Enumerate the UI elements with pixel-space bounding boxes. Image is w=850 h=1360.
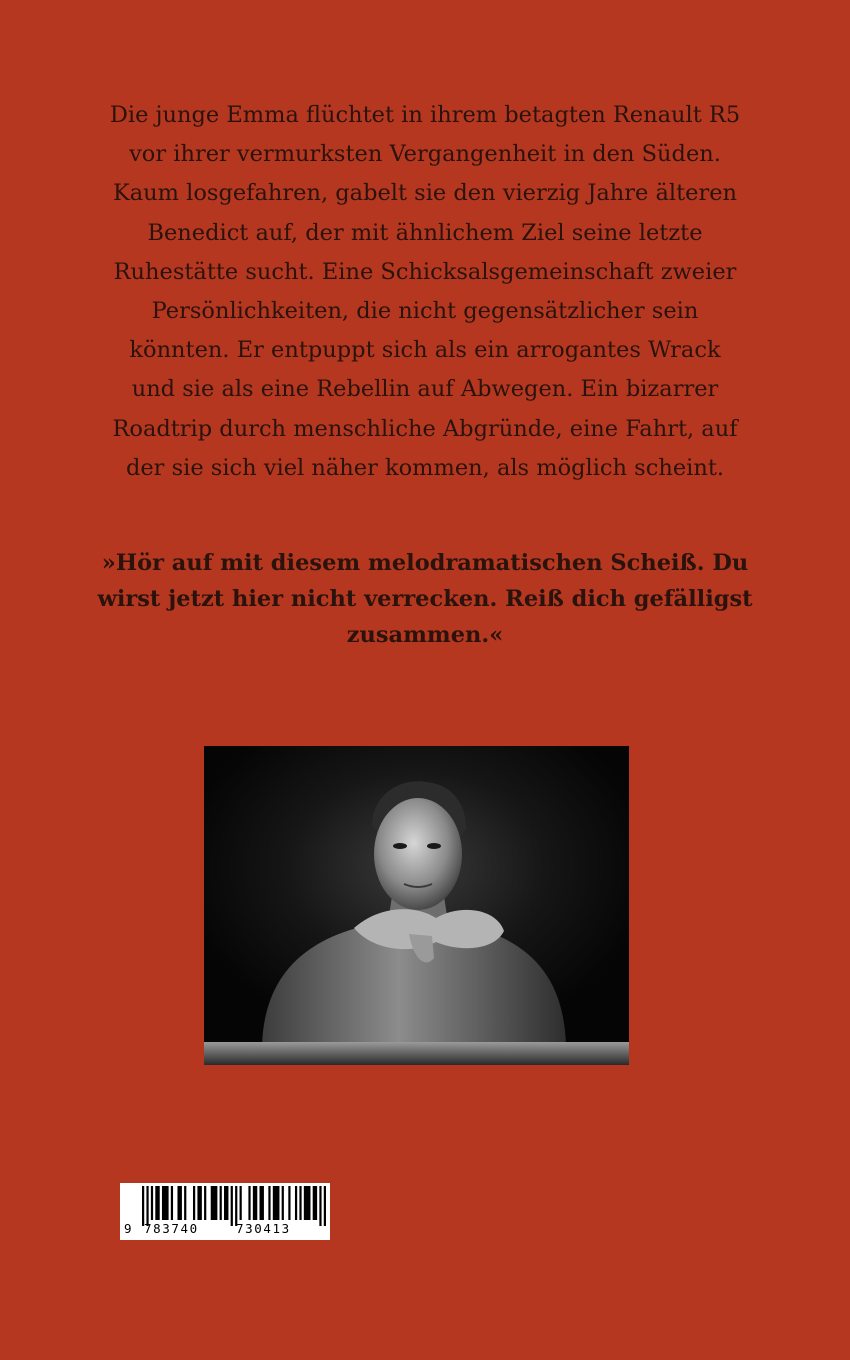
barcode-bar — [299, 1186, 301, 1220]
author-portrait-icon — [204, 746, 629, 1065]
barcode-bar — [151, 1186, 153, 1220]
blurb-line: Ruhestätte sucht. Eine Schicksalsgemeinschaft zweier — [113, 258, 737, 285]
author-photo — [204, 746, 629, 1065]
blurb-line: der sie sich viel näher kommen, als möglich scheint. — [125, 454, 725, 481]
barcode-bar — [288, 1186, 290, 1220]
barcode-bar — [197, 1186, 201, 1220]
isbn-barcode — [120, 1183, 330, 1240]
blurb-line: Persönlichkeiten, die nicht gegensätzlicher sein — [151, 298, 699, 325]
barcode-bar — [268, 1186, 270, 1220]
barcode-bar — [304, 1186, 311, 1220]
barcode-bar — [184, 1186, 186, 1220]
barcode-bar — [162, 1186, 169, 1220]
barcode-bar — [259, 1186, 263, 1220]
blurb-line: Kaum losgefahren, gabelt sie den vierzig Jahre älteren — [112, 180, 738, 207]
blurb-line: und sie als eine Rebellin auf Abwegen. Ein bizarrer — [131, 376, 719, 403]
barcode-bar — [211, 1186, 218, 1220]
barcode-bar — [155, 1186, 159, 1220]
blurb-line: könnten. Er entpuppt sich als ein arrogantes Wrack — [129, 337, 721, 364]
barcode-left-digits: 783740 — [144, 1221, 199, 1236]
blurb-line: Die junge Emma flüchtet in ihrem betagten Renault R5 — [109, 102, 741, 128]
barcode-bar — [240, 1186, 242, 1220]
barcode-bar — [282, 1186, 284, 1220]
barcode-right-digits: 730413 — [236, 1221, 291, 1236]
blurb-line: Roadtrip durch menschliche Abgründe, eine Fahrt, auf — [112, 415, 738, 442]
barcode-bar — [171, 1186, 173, 1220]
blurb-text — [40, 96, 810, 488]
barcode-bar — [273, 1186, 280, 1220]
book-quote — [40, 545, 810, 653]
barcode-bar — [204, 1186, 206, 1220]
quote-line: wirst jetzt hier nicht verrecken. Reiß dich gefälligst — [97, 586, 753, 612]
barcode-bar — [220, 1186, 222, 1220]
barcode-bar — [313, 1186, 317, 1220]
barcode-bar — [253, 1186, 257, 1220]
barcode-bar — [224, 1186, 228, 1220]
blurb-line: vor ihrer vermurksten Vergangenheit in den Süden. — [129, 141, 721, 168]
quote-line: zusammen.« — [346, 622, 504, 648]
barcode-bar — [193, 1186, 195, 1220]
barcode-bar — [248, 1186, 250, 1220]
barcode-bar — [295, 1186, 297, 1220]
barcode-digits — [120, 1220, 330, 1238]
blurb-line: Benedict auf, der mit ähnlichem Ziel seine letzte — [147, 219, 703, 246]
barcode-prefix-digit: 9 — [124, 1221, 134, 1236]
quote-line: »Hör auf mit diesem melodramatischen Scheiß. Du — [101, 550, 749, 576]
barcode-bar — [177, 1186, 181, 1220]
